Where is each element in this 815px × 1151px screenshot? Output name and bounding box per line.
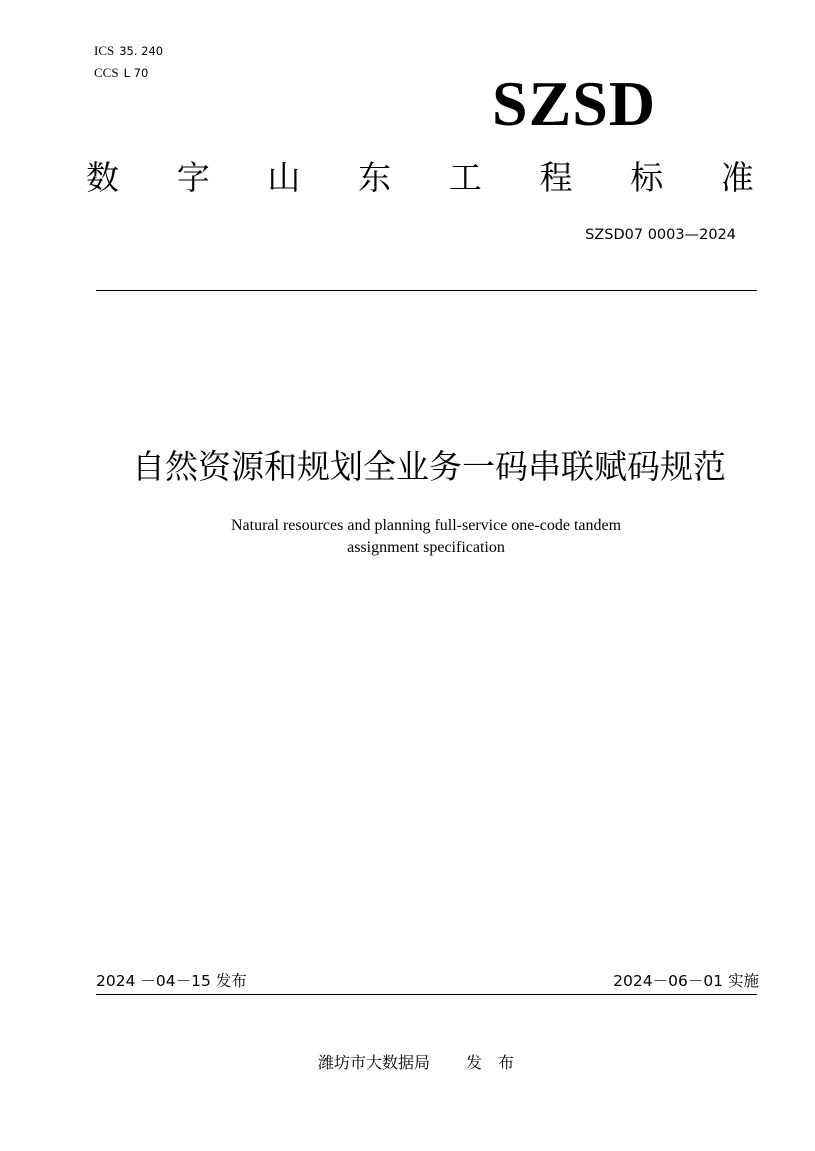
standard-type-char: 字 (176, 158, 210, 197)
ccs-label: CCS (94, 65, 119, 80)
ics-code-row (94, 40, 163, 62)
standard-type-char: 山 (267, 158, 301, 197)
standard-type-heading (86, 155, 754, 201)
implementation-date: 2024－06－01 实施 (613, 972, 759, 990)
classification-codes (94, 40, 163, 84)
publisher-action-char: 发 (465, 1053, 482, 1072)
document-title-english (0, 515, 815, 559)
standard-type-char: 工 (448, 158, 482, 197)
document-title-chinese: 自然资源和规划全业务一码串联赋码规范 (132, 447, 726, 486)
english-title-line-1: Natural resources and planning full-service one-code tandem (230, 517, 622, 534)
standard-number: SZSD07 0003—2024 (585, 227, 736, 243)
standard-type-char: 准 (720, 158, 754, 197)
ccs-value: L 70 (123, 66, 149, 80)
english-title-line-2: assignment specification (347, 539, 505, 556)
issue-date: 2024 －04－15 发布 (96, 972, 247, 990)
standard-type-char: 数 (86, 158, 119, 197)
standard-type-char: 东 (358, 158, 392, 197)
ccs-code-row (94, 62, 163, 84)
standard-type-char: 程 (539, 158, 573, 197)
ics-label: ICS (94, 43, 115, 58)
top-divider (96, 290, 757, 291)
publisher-line (0, 1052, 815, 1074)
szsd-logo: SZSD (492, 68, 657, 139)
standard-type-char: 标 (630, 158, 664, 197)
bottom-divider (96, 994, 757, 995)
publisher-name: 潍坊市大数据局 (317, 1053, 430, 1072)
publisher-action-char: 布 (498, 1053, 515, 1072)
ics-value: 35. 240 (119, 44, 164, 58)
